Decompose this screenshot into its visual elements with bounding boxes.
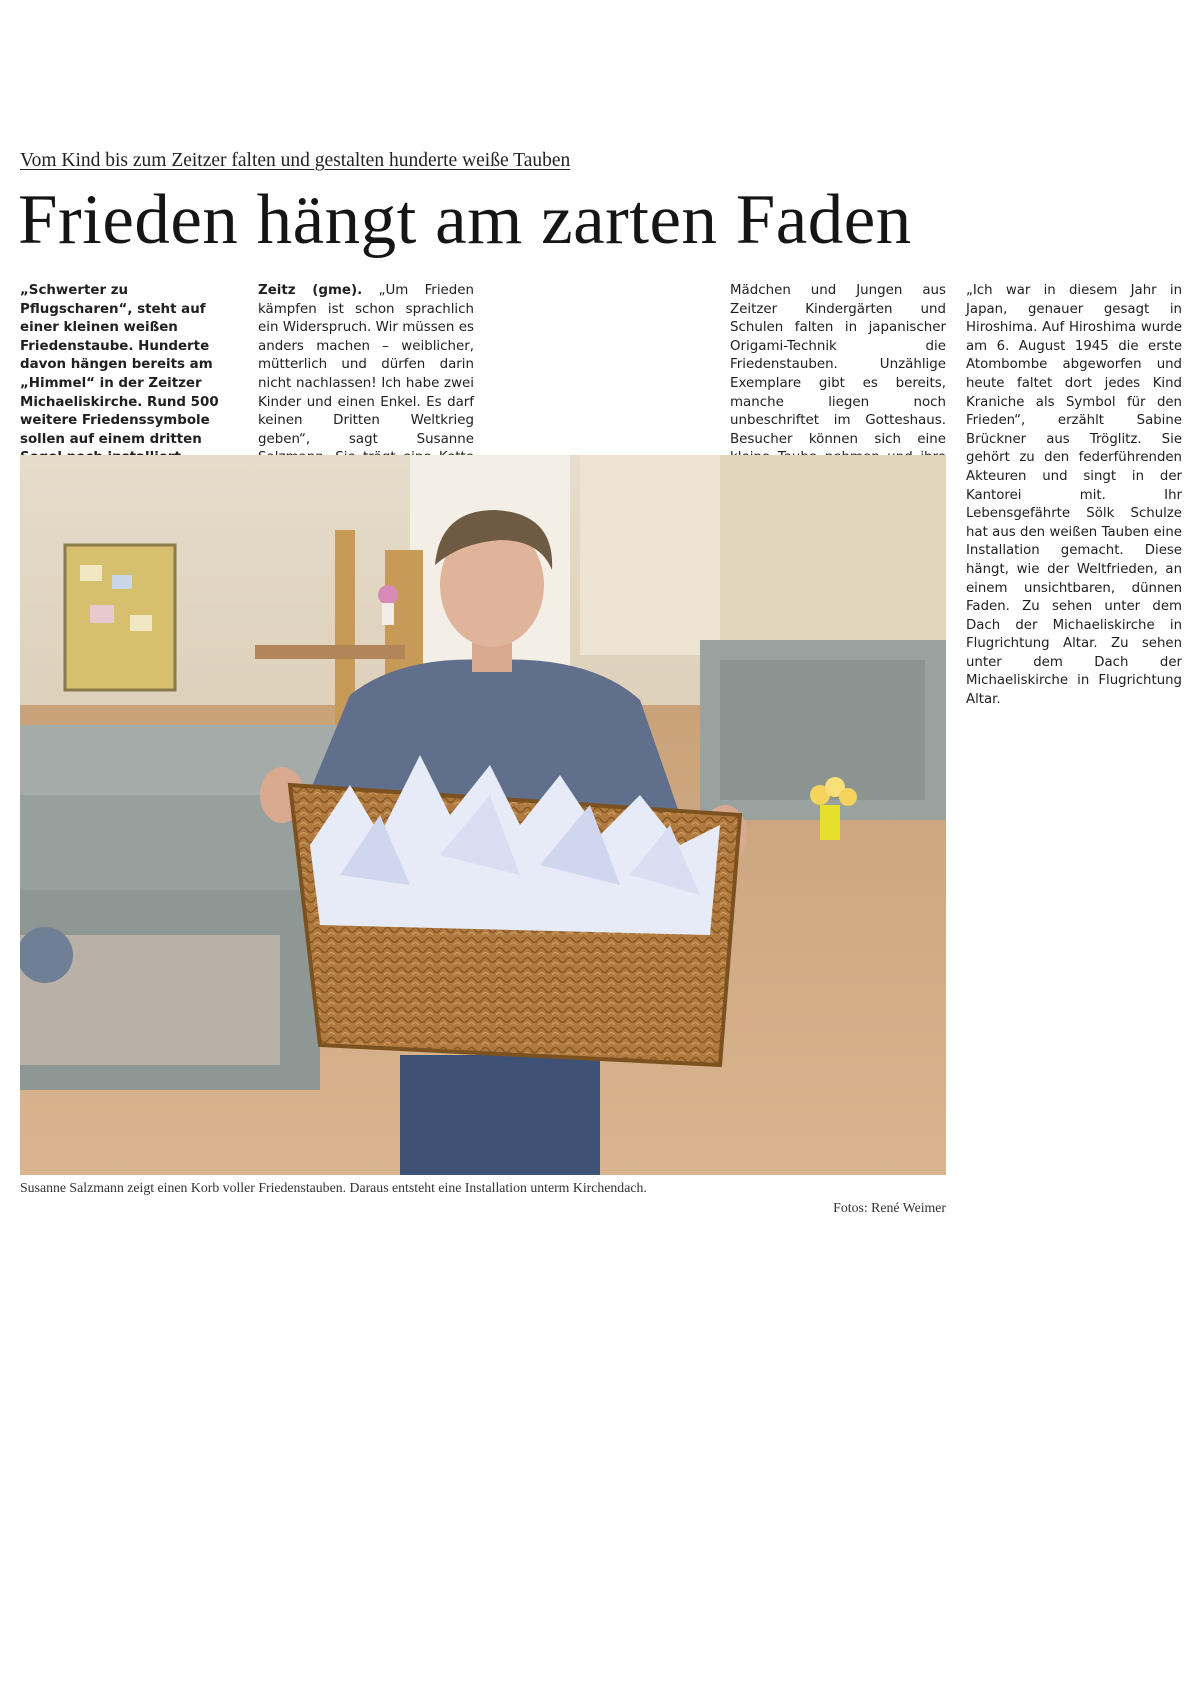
kicker: Vom Kind bis zum Zeitzer falten und gestalten hunderte weiße Tauben	[20, 150, 571, 171]
photo-credit: Fotos: René Weimer	[833, 1200, 946, 1215]
text-column-5	[966, 282, 1182, 710]
dateline: Zeitz (gme).	[258, 283, 363, 298]
body-paragraph-2: Mädchen und Jungen aus Zeitzer Kindergärten und Schulen falten in japanischer Origami-Technik die Friedenstauben. Unzählige Exemplare gibt es bereits, manche liegen noch unbeschriftet im Gotteshaus. Besucher können sich eine	[730, 283, 946, 447]
photo-caption: Susanne Salzmann zeigt einen Korb voller Friedenstauben. Daraus entsteht eine Installation unterm Kirchendach.	[20, 1180, 647, 1195]
photo	[20, 455, 946, 1175]
headline: Frieden hängt am zarten Faden	[18, 181, 912, 259]
photo-illustration	[20, 455, 946, 1175]
body-paragraph-3: „Ich war in diesem Jahr in Japan, genauer gesagt in Hiroshima. Auf Hiroshima wurde am 6. August 1945 die erste Atombombe abgeworfen und heute faltet dort jedes Kind Kraniche als Symbol für den Frieden“, erzählt Sabine Brückner aus Tröglitz. Sie gehört zu den federführenden Akteuren und singt in der Kantorei mit. Ihr Lebensgefährte Sölk Schulze hat aus den weißen Tauben eine Installation gemacht. Diese hängt, wie der Weltfrieden, an einem unsichtbaren, dünnen Faden. Zu sehen unter dem Dach der Michaeliskirche in Flugrichtung Altar. Zu sehen unter dem Dach der Michaeliskirche in Flugrichtung Altar.	[966, 283, 1182, 708]
lead-paragraph: „Schwerter zu Pflugscharen“, steht auf einer kleinen weißen Friedenstaube. Hunderte davon hängen bereits am „Himmel“ in der Zeitzer Michaeliskirche. Rund 500 weitere Friedenssymbole sollen auf einem dritten	[20, 283, 219, 447]
body-text-1: „Um Frieden kämpfen ist schon sprachlich ein Widerspruch. Wir müssen es anders machen – weiblicher, mütterlich und dürfen darin nicht nachlassen! Ich habe zwei Kinder und einen Enkel. Es darf keinen Dritten Weltkrieg geben“, sagt Susanne	[258, 283, 474, 447]
